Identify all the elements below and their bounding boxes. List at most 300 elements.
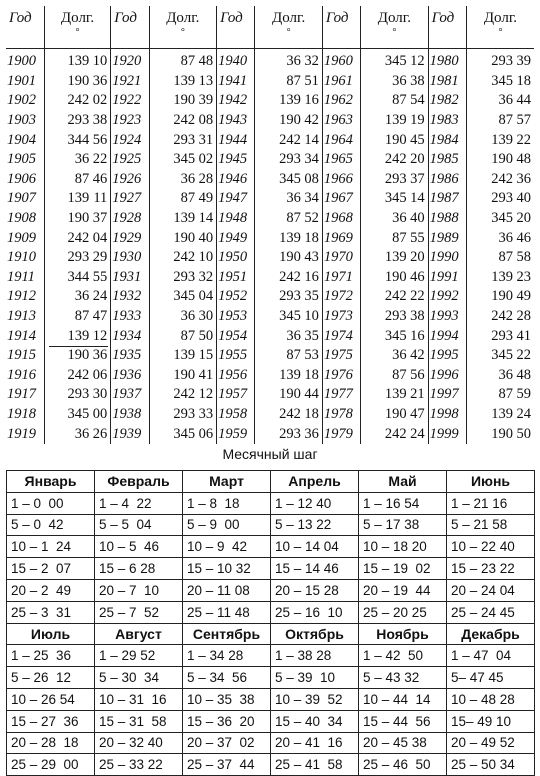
year-cell: 1918 [7,405,36,422]
longitude-minutes: 38 [410,72,425,89]
longitude-degrees: 242 [173,112,196,129]
longitude-minutes: 49 [516,288,531,305]
longitude-cell [44,91,111,111]
longitude-degrees: 242 [279,131,301,148]
monthly-step-cell: 25 – 50 34 [447,754,535,776]
longitude-degrees: 87 [286,72,301,89]
monthly-step-cell: 10 – 22 40 [447,536,535,558]
month-header-row [7,471,535,493]
longitude-degrees: 87 [392,229,407,246]
longitude-minutes: 47 [92,308,108,325]
month-name: Апрель [271,471,359,493]
longitude-cell [361,228,429,248]
longitude-column-header [361,6,429,49]
longitude-minutes: 08 [304,170,319,187]
year-cell: 1948 [217,209,255,229]
table-row [6,405,534,425]
year-cell: 1969 [322,228,360,248]
monthly-step-cell: 20 – 32 40 [95,732,183,754]
longitude-minutes: 37 [410,170,425,187]
longitude-minutes: 23 [516,268,531,285]
year-cell: 1978 [322,405,360,425]
year-cell: 1940 [217,49,255,72]
longitude-minutes: 32 [198,268,214,285]
longitude-minutes: 31 [198,131,214,148]
longitude-cell [149,385,217,405]
monthly-step-cell: 25 – 33 22 [95,754,183,776]
year-cell: 1916 [7,366,36,383]
longitude-degrees: 345 [67,405,90,422]
longitude-degrees: 87 [74,170,90,187]
longitude-cell [255,130,323,150]
year-column-header: Год [217,6,255,49]
longitude-cell [361,385,429,405]
longitude-cell [255,346,323,366]
longitude-minutes: 32 [304,53,319,70]
longitude-column-header [44,6,111,49]
longitude-cell [466,130,534,150]
longitude-cell [361,170,429,190]
year-table-header-row [6,6,534,49]
longitude-degrees: 190 [279,112,301,129]
monthly-step-cell: 10 – 48 28 [447,688,535,710]
monthly-step-cell: 5 – 5 04 [95,514,183,536]
longitude-minutes: 06 [198,425,214,442]
longitude-cell [44,111,111,131]
longitude-cell [255,385,323,405]
year-cell: 1923 [111,111,149,131]
longitude-cell [44,49,111,72]
longitude-cell [149,424,217,444]
year-cell: 1925 [111,150,149,170]
longitude-minutes: 48 [516,151,531,168]
monthly-step-cell: 15 – 23 22 [447,558,535,580]
longitude-minutes: 56 [410,366,425,383]
longitude-degrees: 345 [173,151,196,168]
table-row [7,754,535,776]
monthly-step-cell: 25 – 11 48 [183,601,271,623]
longitude-degrees: 293 [67,112,90,129]
longitude-minutes: 00 [92,405,108,422]
longitude-degrees: 139 [384,386,407,403]
longitude-minutes: 41 [198,366,214,383]
year-cell: 1961 [322,72,360,92]
monthly-step-cell: 25 – 41 58 [271,754,359,776]
year-cell: 1957 [217,385,255,405]
month-name: Август [95,623,183,645]
year-cell: 1915 [7,347,36,364]
longitude-minutes: 46 [516,229,531,246]
longitude-minutes: 19 [410,112,425,129]
longitude-minutes: 38 [92,112,108,129]
longitude-degrees: 36 [498,366,513,383]
degree-symbol: ° [180,27,185,38]
monthly-step-cell: 15 – 14 46 [271,558,359,580]
yearly-longitude-table [6,6,534,444]
longitude-degrees: 345 [491,347,513,364]
longitude-cell [149,209,217,229]
table-row [6,346,534,366]
longitude-degrees: 345 [173,288,196,305]
longitude-degrees: 87 [498,112,513,129]
longitude-minutes: 22 [516,347,531,364]
longitude-degrees: 345 [384,190,407,207]
longitude-cell [44,150,111,170]
year-cell: 1954 [217,326,255,346]
longitude-degrees: 139 [491,268,513,285]
longitude-degrees: 87 [180,190,196,207]
longitude-degrees: 344 [67,131,90,148]
longitude-minutes: 42 [410,347,425,364]
longitude-degrees: 345 [491,72,513,89]
monthly-step-cell: 20 – 2 49 [7,579,95,601]
monthly-step-cell: 5 – 26 12 [7,667,95,689]
longitude-degrees: 139 [491,131,513,148]
year-cell: 1920 [111,49,149,72]
month-name: Октябрь [271,623,359,645]
longitude-minutes: 18 [516,72,531,89]
longitude-cell [255,170,323,190]
year-column-header: Год [111,6,149,49]
longitude-minutes: 04 [92,229,108,246]
table-row [6,72,534,92]
longitude-minutes: 40 [198,229,214,246]
longitude-minutes: 53 [304,347,319,364]
year-cell: 1989 [428,228,466,248]
year-cell: 1933 [111,307,149,327]
longitude-cell [255,424,323,444]
longitude-cell [149,189,217,209]
year-cell: 1988 [428,209,466,229]
month-name: Январь [7,471,95,493]
table-row [6,326,534,346]
longitude-degrees: 293 [173,268,196,285]
longitude-cell [149,268,217,288]
longitude-minutes: 36 [516,170,531,187]
year-cell: 1935 [111,346,149,366]
year-cell: 1994 [428,326,466,346]
longitude-cell [466,405,534,425]
year-cell: 1953 [217,307,255,327]
year-cell: 1995 [428,346,466,366]
longitude-minutes: 21 [410,386,425,403]
degree-symbol: ° [286,27,291,38]
year-cell: 1955 [217,346,255,366]
table-row [6,248,534,268]
degree-symbol: ° [498,27,503,38]
table-row [6,170,534,190]
longitude-minutes: 50 [198,327,214,344]
longitude-cell [466,346,534,366]
year-cell: 1917 [7,386,36,403]
monthly-step-cell: 10 – 35 38 [183,688,271,710]
longitude-cell [149,150,217,170]
year-cell: 1934 [111,326,149,346]
monthly-step-cell: 5 – 39 10 [271,667,359,689]
longitude-degrees: 345 [384,327,407,344]
longitude-cell [255,150,323,170]
longitude-cell [466,170,534,190]
table-row [7,732,535,754]
longitude-degrees: 190 [384,268,407,285]
monthly-step-cell: 20 – 7 10 [95,579,183,601]
longitude-degrees: 190 [384,405,407,422]
longitude-cell [255,111,323,131]
longitude-degrees: 345 [384,53,407,70]
longitude-degrees: 293 [491,327,513,344]
longitude-minutes: 13 [198,72,214,89]
monthly-step-cell: 15 – 2 07 [7,558,95,580]
longitude-cell [44,189,111,209]
longitude-degrees: 190 [491,151,513,168]
longitude-cell [466,307,534,327]
longitude-degrees: 139 [384,249,407,266]
longitude-degrees: 139 [491,405,513,422]
monthly-step-cell: 1 – 47 04 [447,645,535,667]
longitude-minutes: 54 [410,92,425,109]
year-cell: 1929 [111,228,149,248]
longitude-minutes: 51 [304,72,319,89]
monthly-step-cell: 15 – 31 58 [95,710,183,732]
longitude-minutes: 48 [198,53,214,70]
longitude-degrees: 293 [384,170,407,187]
longitude-minutes: 30 [198,308,214,325]
longitude-degrees: 242 [491,170,513,187]
longitude-cell [255,307,323,327]
longitude-cell [361,268,429,288]
longitude-cell [149,287,217,307]
longitude-minutes: 28 [516,308,531,325]
year-cell: 1926 [111,170,149,190]
longitude-minutes: 14 [410,190,425,207]
table-row [6,111,534,131]
longitude-minutes: 34 [304,190,319,207]
monthly-step-cell: 25 – 37 44 [183,754,271,776]
table-row [6,307,534,327]
year-cell: 1990 [428,248,466,268]
monthly-step-cell: 5 – 13 22 [271,514,359,536]
longitude-cell [44,130,111,150]
year-cell: 1931 [111,268,149,288]
table-row [6,189,534,209]
table-row [6,268,534,288]
table-row [7,558,535,580]
year-cell: 1912 [7,288,36,305]
longitude-degrees: 87 [286,210,301,227]
monthly-step-cell: 25 – 46 50 [359,754,447,776]
year-cell: 1964 [322,130,360,150]
year-cell: 1951 [217,268,255,288]
longitude-degrees: 293 [491,190,513,207]
year-cell: 1903 [7,112,36,129]
year-cell: 1928 [111,209,149,229]
longitude-minutes: 44 [516,92,531,109]
longitude-degrees: 139 [279,92,301,109]
longitude-minutes: 22 [410,288,425,305]
longitude-minutes: 22 [516,131,531,148]
longitude-minutes: 47 [410,405,425,422]
year-cell: 1907 [7,190,36,207]
monthly-step-cell: 10 – 1 24 [7,536,95,558]
longitude-minutes: 11 [93,190,108,207]
longitude-cell [466,385,534,405]
monthly-step-cell: 20 – 49 52 [447,732,535,754]
longitude-degrees: 190 [173,366,196,383]
longitude-minutes: 24 [516,405,531,422]
longitude-degrees: 190 [67,210,90,227]
longitude-minutes: 22 [92,151,108,168]
longitude-cell [466,248,534,268]
year-cell: 1987 [428,189,466,209]
monthly-step-cell: 1 – 25 36 [7,645,95,667]
longitude-minutes: 30 [92,386,108,403]
year-cell: 1982 [428,91,466,111]
table-row [7,667,535,689]
longitude-degrees: 36 [392,347,407,364]
monthly-step-cell: 10 – 9 42 [183,536,271,558]
year-cell: 1919 [7,425,36,442]
longitude-minutes: 20 [410,249,425,266]
longitude-degrees: 36 [498,229,513,246]
year-cell: 1962 [322,91,360,111]
longitude-degrees: 36 [392,72,407,89]
longitude-degrees: 87 [392,366,407,383]
table-row [7,710,535,732]
year-cell: 1921 [111,72,149,92]
monthly-step-cell: 15 – 19 02 [359,558,447,580]
year-cell: 1965 [322,150,360,170]
longitude-cell [44,287,111,307]
year-cell: 1959 [217,424,255,444]
year-cell: 1942 [217,91,255,111]
monthly-step-cell: 5 – 0 42 [7,514,95,536]
longitude-degrees: 36 [392,210,407,227]
longitude-minutes: 57 [516,112,531,129]
longitude-cell [44,326,111,346]
longitude-cell [255,209,323,229]
year-column-header: Год [322,6,360,49]
longitude-cell [44,405,111,425]
monthly-step-cell: 5 – 9 00 [183,514,271,536]
longitude-cell [361,150,429,170]
longitude-minutes: 10 [198,249,214,266]
longitude-cell [44,209,111,229]
longitude-cell [44,346,111,366]
longitude-degrees: 293 [279,425,301,442]
monthly-step-cell: 1 – 34 28 [183,645,271,667]
monthly-step-cell: 5– 47 45 [447,667,535,689]
longitude-cell [149,49,217,72]
longitude-minutes: 24 [92,288,108,305]
monthly-step-cell: 1 – 29 52 [95,645,183,667]
year-cell: 1936 [111,366,149,386]
longitude-degrees: 36 [498,92,513,109]
table-row [7,492,535,514]
longitude-minutes: 59 [516,386,531,403]
year-cell: 1958 [217,405,255,425]
longitude-cell [361,346,429,366]
monthly-step-cell: 1 – 38 28 [271,645,359,667]
longitude-degrees: 242 [173,249,196,266]
longitude-degrees: 293 [173,131,196,148]
year-cell: 1976 [322,366,360,386]
longitude-minutes: 18 [304,405,319,422]
longitude-minutes: 43 [304,249,319,266]
longitude-cell [466,228,534,248]
longitude-minutes: 02 [198,151,214,168]
month-name: Декабрь [447,623,535,645]
year-cell: 1900 [7,53,36,70]
longitude-cell [149,326,217,346]
longitude-column-header [466,6,534,49]
monthly-step-cell: 5 – 43 32 [359,667,447,689]
table-row [7,536,535,558]
longitude-degrees: 87 [498,249,513,266]
longitude-degrees: 36 [180,308,196,325]
longitude-minutes: 12 [92,327,108,344]
longitude-cell [255,189,323,209]
longitude-degrees: 36 [74,151,90,168]
year-cell: 1986 [428,170,466,190]
longitude-degrees: 139 [384,112,407,129]
table-row [6,366,534,386]
monthly-step-cell: 5 – 30 34 [95,667,183,689]
year-cell: 1930 [111,248,149,268]
longitude-degrees: 87 [74,308,90,325]
longitude-minutes: 34 [304,151,319,168]
longitude-cell [44,385,111,405]
year-cell: 1937 [111,385,149,405]
longitude-minutes: 37 [92,210,108,227]
year-cell: 1913 [7,308,36,325]
monthly-step-cell: 1 – 21 16 [447,492,535,514]
longitude-degrees: 242 [279,405,301,422]
longitude-cell [44,72,111,92]
longitude-minutes: 33 [198,405,214,422]
year-cell: 1983 [428,111,466,131]
month-name: Июль [7,623,95,645]
monthly-step-cell: 10 – 26 54 [7,688,95,710]
longitude-cell [361,130,429,150]
longitude-minutes: 42 [304,112,319,129]
year-cell: 1960 [322,49,360,72]
table-row [6,209,534,229]
year-column-header: Год [428,6,466,49]
longitude-cell [361,287,429,307]
longitude-minutes: 16 [410,327,425,344]
longitude-degrees: 242 [491,308,513,325]
monthly-step-cell: 5 – 21 58 [447,514,535,536]
longitude-minutes: 55 [92,268,108,285]
monthly-step-cell: 10 – 5 46 [95,536,183,558]
longitude-cell [44,170,111,190]
longitude-cell [44,248,111,268]
longitude-cell [255,268,323,288]
longitude-degrees: 293 [67,386,90,403]
longitude-degrees: 87 [286,347,301,364]
longitude-cell [255,91,323,111]
longitude-cell [361,49,429,72]
year-cell: 1967 [322,189,360,209]
table-row [6,424,534,444]
longitude-cell [466,111,534,131]
longitude-minutes: 14 [198,210,214,227]
year-cell: 1963 [322,111,360,131]
monthly-step-caption: Месячный шаг [222,446,318,462]
table-row [6,385,534,405]
year-cell: 1973 [322,307,360,327]
year-cell: 1905 [7,151,36,168]
